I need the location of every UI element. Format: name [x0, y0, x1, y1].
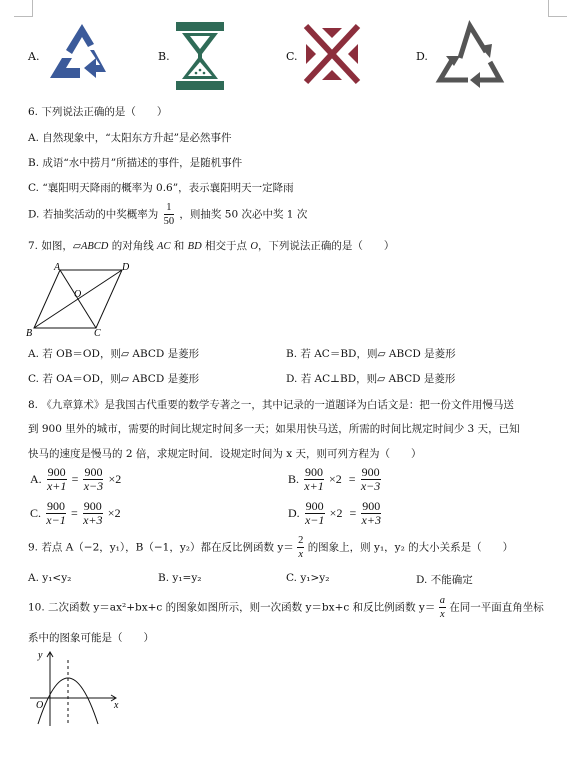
q8-line-3: 快马的速度是慢马的 2 倍，求规定时间．设规定时间为 x 天，则可列方程为（ ） — [28, 448, 422, 460]
option-label: B. — [288, 472, 300, 486]
q7-stem-text: 相交于点 — [201, 240, 251, 252]
q6-option-a: A. 自然现象中，“太阳东方升起”是必然事件 — [28, 132, 232, 144]
q10-stem-text-post: 在同一平面直角坐标 — [449, 601, 544, 614]
q10-stem — [28, 594, 544, 621]
q6-option-c: C. “襄阳明天降雨的概率为 0.6”，表示襄阳明天一定降雨 — [28, 182, 294, 194]
equals-sign: = — [71, 506, 78, 520]
q7-stem — [28, 238, 394, 253]
q5-option-d-label: D. — [416, 50, 428, 63]
q7-option-d: D. 若 AC⊥BD，则▱ ABCD 是菱形 — [286, 373, 456, 385]
fraction-numerator: 2 — [298, 535, 304, 546]
fraction-denominator: x+1 — [46, 479, 67, 493]
q8-option-d — [286, 500, 381, 527]
multiplier: ×2 — [329, 506, 343, 520]
equals-sign: = — [71, 472, 79, 486]
q7-option-a: A. 若 OB＝OD，则▱ ABCD 是菱形 — [28, 348, 200, 360]
center-label-o: O — [74, 289, 82, 300]
vertex-label-b: B — [26, 328, 33, 339]
fraction-denominator: x — [298, 549, 304, 560]
crop-mark-top-right — [548, 0, 567, 17]
equals-sign: = — [349, 506, 357, 520]
vertex-label-c: C — [94, 328, 101, 339]
q5-option-a-label: A. — [28, 50, 40, 63]
multiplier: ×2 — [108, 472, 122, 486]
q10-fraction — [439, 594, 446, 621]
fraction-numerator: 1 — [164, 201, 175, 215]
axis-label-x: x — [114, 700, 119, 711]
fraction-denominator: x−3 — [83, 479, 104, 493]
axis-label-y: y — [38, 650, 43, 661]
cross-arrows-icon — [300, 20, 364, 88]
q7-stem-o: O — [250, 241, 258, 252]
option-label: C. — [30, 506, 42, 520]
fraction — [361, 466, 381, 493]
q9-option-d: D. 不能确定 — [416, 574, 473, 586]
fraction — [83, 466, 103, 493]
q10-line-2: 系中的图象可能是（ ） — [28, 632, 154, 644]
recycle-triangle-icon — [44, 20, 120, 92]
hourglass-icon — [172, 20, 228, 92]
fraction-numerator: 900 — [362, 499, 381, 513]
q7-stem-bd: BD — [187, 241, 202, 252]
multiplier: ×2 — [329, 472, 342, 486]
q6-option-d-fraction — [164, 201, 175, 228]
option-label: A. — [30, 472, 42, 486]
fraction-numerator: a — [439, 595, 445, 606]
fraction-denominator: x — [439, 609, 445, 620]
option-label: D. — [288, 506, 300, 520]
fraction-denominator: x−1 — [46, 513, 66, 527]
fraction-numerator: 900 — [47, 499, 66, 513]
q7-stem-ac: AC — [157, 241, 171, 252]
origin-label-o: O — [36, 700, 44, 711]
q9-stem — [28, 534, 513, 561]
recycle-triangle-outline-icon — [430, 18, 510, 94]
q5-option-b-label: B. — [158, 50, 170, 63]
q8-line-1: 8. 《九章算术》是我国古代重要的数学专著之一，其中记录的一道题译为白话文是：把一份文件用慢马送 — [28, 399, 514, 411]
fraction — [304, 466, 324, 493]
fraction-denominator: x+3 — [361, 513, 381, 527]
vertex-label-d: D — [122, 262, 130, 273]
q8-line-2: 到 900 里外的城市，需要的时间比规定时间多一天；如果用快马送，所需的时间比规定时间少 3 天，已知 — [28, 423, 520, 435]
q9-option-a: A. y₁<y₂ — [28, 572, 72, 584]
fraction-denominator: x+3 — [83, 513, 103, 527]
fraction-numerator: 900 — [305, 465, 324, 479]
fraction — [305, 500, 325, 527]
q8-option-c — [28, 500, 123, 527]
fraction-numerator: 900 — [84, 465, 103, 479]
q7-stem-text: ，下列说法正确的是（ ） — [257, 240, 395, 252]
fraction-denominator: 50 — [163, 216, 175, 227]
q9-fraction — [297, 534, 304, 561]
fraction-denominator: x−3 — [360, 479, 381, 493]
fraction-denominator: x−1 — [304, 513, 325, 527]
fraction-numerator: 900 — [47, 465, 66, 479]
q6-option-d — [28, 201, 307, 228]
fraction-numerator: 900 — [83, 499, 102, 513]
q9-stem-text-post: 的图象上，则 y₁，y₂ 的大小关系是（ ） — [307, 541, 514, 554]
q7-option-b: B. 若 AC＝BD，则▱ ABCD 是菱形 — [286, 348, 456, 360]
parallelogram-diagram — [24, 260, 144, 340]
q9-option-b: B. y₁=y₂ — [158, 572, 202, 584]
multiplier: ×2 — [107, 506, 121, 520]
q7-stem-abcd: ABCD — [80, 241, 109, 252]
fraction-numerator: 900 — [305, 499, 324, 513]
fraction — [47, 466, 67, 493]
q8-option-b — [286, 466, 381, 493]
q7-stem-text: 7. 如图，▱ — [28, 240, 81, 252]
q5-option-c-label: C. — [286, 50, 298, 63]
q6-option-b: B. 成语“水中捞月”所描述的事件，是随机事件 — [28, 157, 243, 169]
vertex-label-a: A — [54, 262, 61, 273]
q7-option-c: C. 若 OA＝OD，则▱ ABCD 是菱形 — [28, 373, 200, 385]
fraction-numerator: 900 — [361, 465, 380, 479]
q6-option-d-text-post: ，则抽奖 50 次必中奖 1 次 — [179, 208, 308, 221]
q7-stem-text: 和 — [170, 240, 188, 252]
fraction — [83, 500, 103, 527]
q6-option-d-text-pre: D. 若抽奖活动的中奖概率为 — [28, 208, 159, 221]
q9-option-c: C. y₁>y₂ — [286, 572, 330, 584]
fraction-denominator: x+1 — [304, 479, 324, 493]
equals-sign: = — [348, 472, 356, 486]
fraction — [361, 500, 381, 527]
q8-option-a — [28, 466, 123, 493]
q7-stem-text: 的对角线 — [108, 240, 158, 252]
fraction — [46, 500, 66, 527]
q10-stem-text-pre: 10. 二次函数 y＝ax²+bx+c 的图象如图所示，则一次函数 y＝bx+c 和反比例函数 y＝ — [28, 601, 436, 614]
crop-mark-top-left — [14, 0, 33, 17]
q9-stem-text-pre: 9. 若点 A（−2，y₁），B（−1，y₂）都在反比例函数 y＝ — [28, 541, 294, 554]
q6-stem: 6. 下列说法正确的是（ ） — [28, 106, 168, 118]
parabola-graph — [28, 646, 128, 730]
